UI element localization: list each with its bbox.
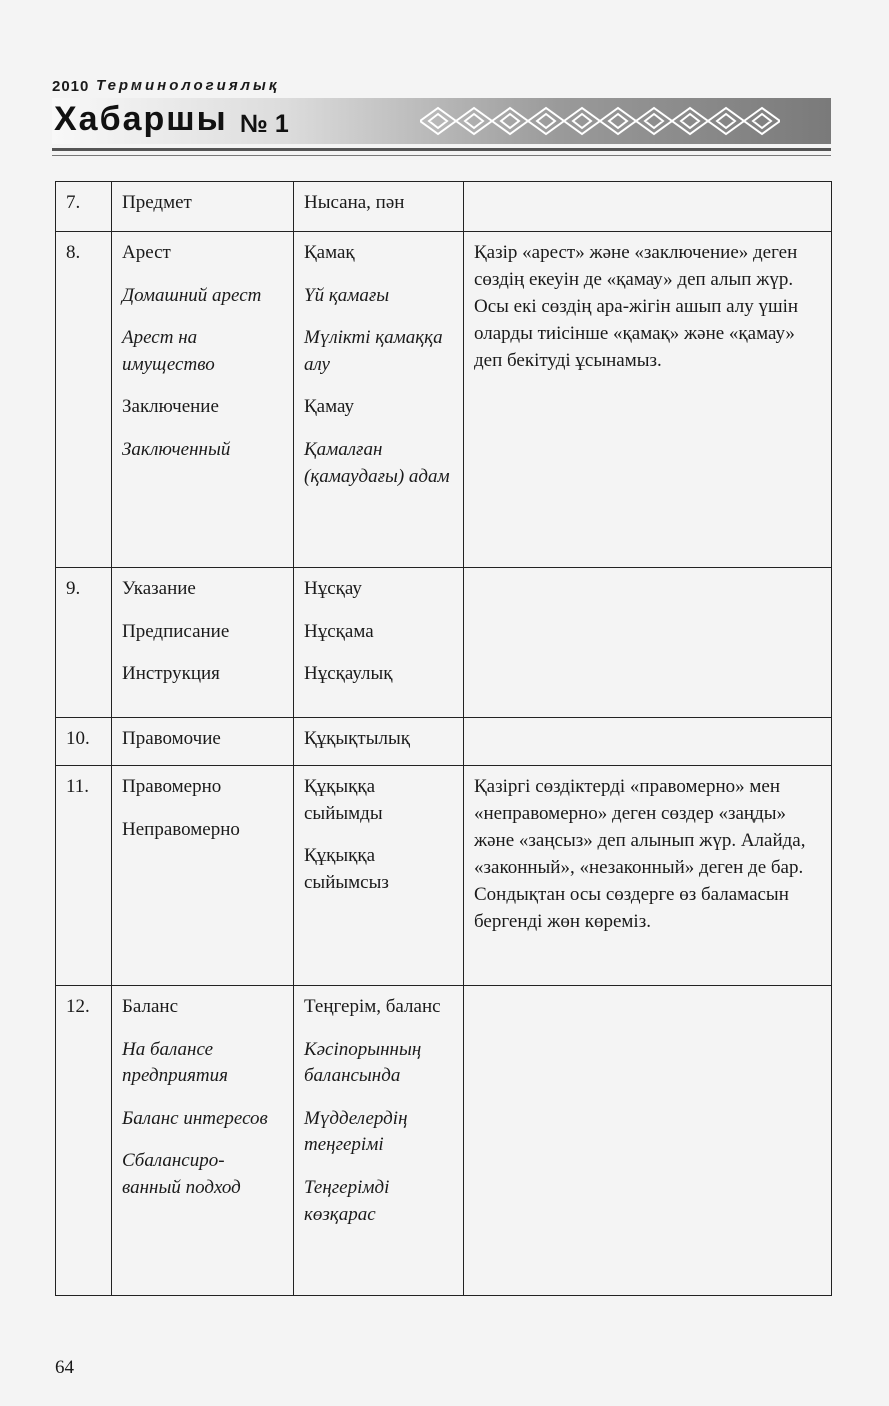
kazakh-term-cell: [294, 182, 464, 232]
note-cell: [464, 568, 832, 718]
kazakh-term-cell: [294, 232, 464, 568]
header-rule-thin: [52, 155, 831, 156]
kazakh-term: Құқықтылық: [304, 728, 410, 749]
russian-term: На балансе предприятия: [122, 1038, 228, 1087]
russian-term: Баланс: [122, 996, 179, 1017]
russian-term: Неправомерно: [122, 818, 240, 840]
russian-term-cell: [112, 986, 294, 1296]
russian-term: Правомерно: [122, 776, 222, 797]
table-row: [56, 986, 832, 1296]
row-number: 12.: [56, 986, 112, 1296]
russian-term: Баланс интересов: [122, 1107, 268, 1129]
table-row: [56, 766, 832, 986]
header-subtitle: Терминологиялық: [96, 77, 280, 94]
russian-term-cell: [112, 718, 294, 766]
russian-term: Правомочие: [122, 728, 221, 749]
kazakh-term: Нұсқаулық: [304, 663, 393, 685]
russian-term: Сбалансиро-ванный подход: [122, 1150, 241, 1198]
kazakh-term: Құқыққа сыйымсыз: [304, 845, 389, 893]
table-row: [56, 182, 832, 232]
row-number: 9.: [56, 568, 112, 718]
kazakh-term-cell: [294, 568, 464, 718]
kazakh-term: Мүлікті қамаққа алу: [304, 327, 443, 375]
note-cell: Қазір «арест» және «заключение» деген сөздің екеуін де «қамау» деп алып жүр. Осы екі сөздің ара-жігін ашып алу үшін оларды тиісінше «қамақ» және «қамау» деп бекітуді ұсынамыз.: [464, 232, 832, 568]
table-body: [56, 182, 832, 1296]
row-number: 8.: [56, 232, 112, 568]
russian-term: Указание: [122, 578, 196, 599]
page-number: 64: [55, 1357, 74, 1378]
row-number: 11.: [56, 766, 112, 986]
kazakh-term: Нысана, пән: [304, 192, 405, 213]
header-issue-number: № 1: [240, 110, 289, 138]
note-cell: [464, 182, 832, 232]
kazakh-term: Үй қамағы: [304, 284, 390, 306]
russian-term: Заключение: [122, 396, 219, 418]
kazakh-term-cell: [294, 766, 464, 986]
russian-term: Предмет: [122, 192, 192, 213]
russian-term-cell: [112, 182, 294, 232]
russian-term: Домашний арест: [122, 284, 262, 306]
table-row: [56, 718, 832, 766]
header-year: 2010: [52, 78, 90, 95]
table-row: [56, 232, 832, 568]
kazakh-term: Қамау: [304, 396, 354, 418]
row-number: 10.: [56, 718, 112, 766]
kazakh-term: Нұсқама: [304, 620, 374, 642]
kazakh-term: Мүдделердің теңгерімі: [304, 1107, 408, 1156]
russian-term-cell: [112, 568, 294, 718]
ornament-icon: [420, 104, 780, 138]
russian-term-cell: [112, 232, 294, 568]
kazakh-term: Нұсқау: [304, 578, 362, 599]
terminology-table: [55, 181, 831, 1296]
kazakh-term: Құқыққа сыйымды: [304, 776, 383, 824]
note-cell: [464, 718, 832, 766]
row-number: 7.: [56, 182, 112, 232]
kazakh-term-cell: [294, 718, 464, 766]
russian-term: Арест на имущество: [122, 327, 215, 375]
header-rule-thick: [52, 148, 831, 151]
note-cell: Қазіргі сөздіктерді «правомерно» мен «неправомерно» деген сөздер «заңды» және «заңсыз» деп алынып жүр. Алайда, «законный», «незаконный» деген де бар. Сондықтан осы сөздерге өз баламасын бергенді жөн көреміз.: [464, 766, 832, 986]
header-title: Хабаршы: [54, 100, 228, 138]
russian-term: Предписание: [122, 620, 230, 642]
russian-term: Инструкция: [122, 663, 220, 685]
kazakh-term: Теңгерімді көзқарас: [304, 1176, 390, 1225]
table-row: [56, 568, 832, 718]
kazakh-term: Теңгерім, баланс: [304, 996, 441, 1017]
russian-term-cell: [112, 766, 294, 986]
note-cell: [464, 986, 832, 1296]
kazakh-term: Қамақ: [304, 242, 355, 263]
kazakh-term: Кәсіпорынның балансында: [304, 1038, 422, 1087]
kazakh-term-cell: [294, 986, 464, 1296]
russian-term: Арест: [122, 242, 171, 263]
page-header: [0, 0, 889, 175]
kazakh-term: Қамалған (қамаудағы) адам: [304, 438, 450, 487]
russian-term: Заключенный: [122, 438, 231, 460]
